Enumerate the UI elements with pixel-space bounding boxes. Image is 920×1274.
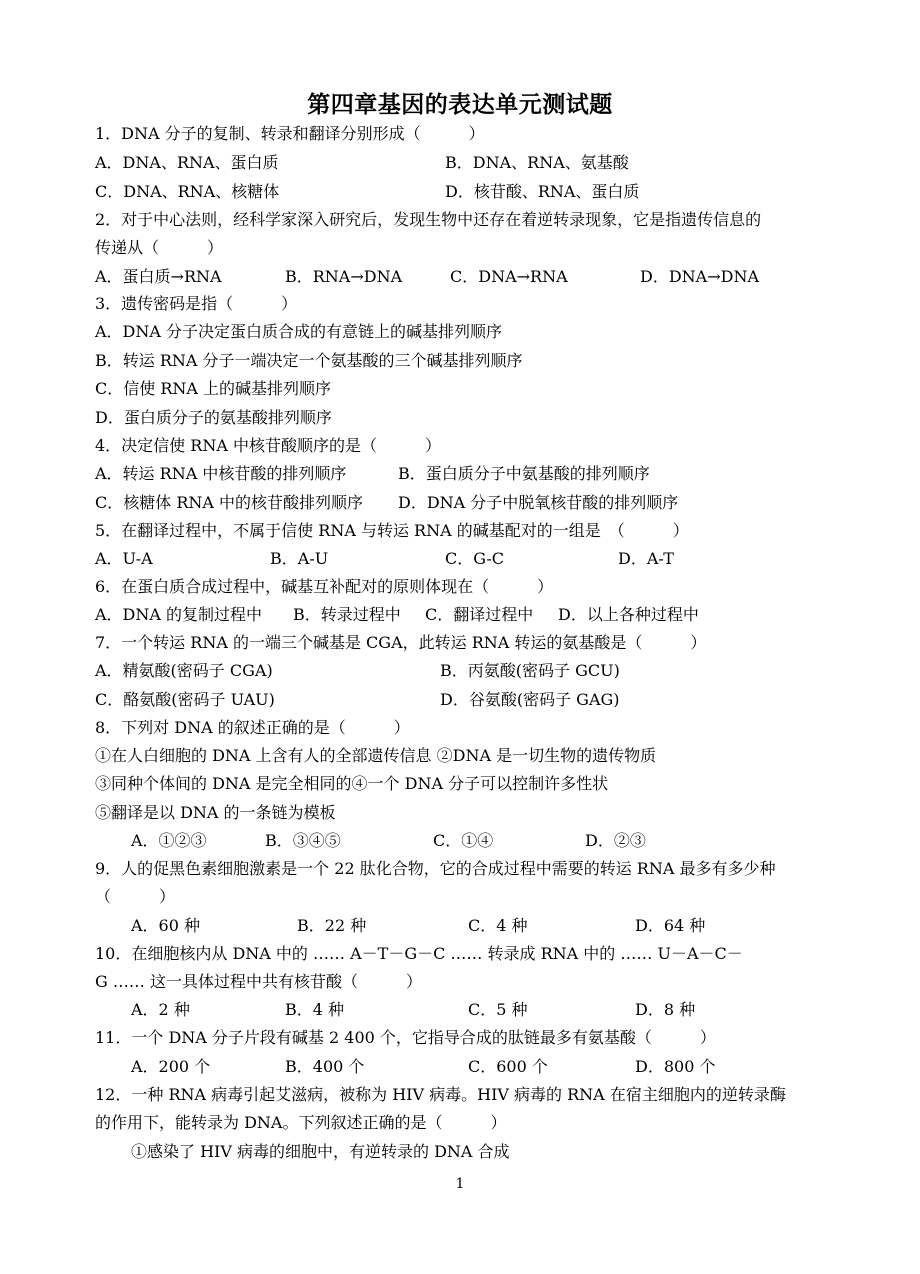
question-4-option-a: A．转运 RNA 中核苷酸的排列顺序: [95, 464, 347, 483]
question-4-option-b: B．蛋白质分子中氨基酸的排列顺序: [398, 464, 650, 483]
question-6-option-d: D．以上各种过程中: [558, 605, 699, 624]
question-12-stem-continued: 的作用下，能转录为 DNA。下列叙述正确的是（ ）: [95, 1113, 507, 1132]
question-4-option-d: D．DNA 分子中脱氧核苷酸的排列顺序: [398, 493, 679, 512]
question-5-option-c: C．G-C: [445, 549, 504, 568]
question-9-option-d: D．64 种: [635, 916, 706, 935]
question-8-option-b: B．③④⑤: [265, 831, 341, 850]
question-2-option-d: D．DNA→DNA: [640, 267, 760, 286]
question-8-statement-3-4: ③同种个体间的 DNA 是完全相同的④一个 DNA 分子可以控制许多性状: [95, 774, 609, 793]
question-5-stem: 5．在翻译过程中，不属于信使 RNA 与转运 RNA 的碱基配对的一组是 （ ）: [95, 521, 689, 540]
question-10-option-a: A．2 种: [131, 1000, 190, 1019]
question-1-option-b: B．DNA、RNA、氨基酸: [445, 153, 629, 172]
question-6-stem: 6．在蛋白质合成过程中，碱基互补配对的原则体现在（ ）: [95, 577, 554, 596]
question-2-stem: 2．对于中心法则，经科学家深入研究后，发现生物中还存在着逆转录现象，它是指遗传信息的: [95, 210, 762, 229]
question-3-option-b: B．转运 RNA 分子一端决定一个氨基酸的三个碱基排列顺序: [95, 351, 523, 370]
question-1-stem: 1．DNA 分子的复制、转录和翻译分别形成（ ）: [95, 124, 485, 143]
question-8-stem: 8．下列对 DNA 的叙述正确的是（ ）: [95, 718, 410, 737]
question-10-option-b: B．4 种: [285, 1000, 345, 1019]
question-8-statement-1-2: ①在人白细胞的 DNA 上含有人的全部遗传信息 ②DNA 是一切生物的遗传物质: [95, 746, 657, 765]
question-3-option-a: A．DNA 分子决定蛋白质合成的有意链上的碱基排列顺序: [95, 322, 503, 341]
question-12-stem: 12．一种 RNA 病毒引起艾滋病，被称为 HIV 病毒。HIV 病毒的 RNA 在宿主细胞内的逆转录酶: [95, 1085, 786, 1104]
question-3-stem: 3．遗传密码是指（ ）: [95, 294, 298, 313]
question-1-option-a: A．DNA、RNA、蛋白质: [95, 153, 279, 172]
page-number: 1: [455, 1176, 465, 1192]
question-8-statement-5: ⑤翻译是以 DNA 的一条链为模板: [95, 803, 336, 822]
question-11-stem: 11．一个 DNA 分子片段有碱基 2 400 个，它指导合成的肽链最多有氨基酸（ ）: [95, 1028, 716, 1047]
question-2-option-c: C．DNA→RNA: [450, 267, 568, 286]
question-2-option-b: B．RNA→DNA: [285, 267, 403, 286]
question-4-stem: 4．决定信使 RNA 中核苷酸顺序的是（ ）: [95, 436, 441, 455]
question-7-option-d: D．谷氨酸(密码子 GAG): [440, 690, 620, 709]
question-8-option-c: C．①④: [433, 831, 494, 850]
question-7-option-c: C．酪氨酸(密码子 UAU): [95, 690, 275, 709]
question-3-option-c: C．信使 RNA 上的碱基排列顺序: [95, 379, 332, 398]
question-8-option-a: A．①②③: [131, 831, 207, 850]
question-9-stem-continued: （ ）: [95, 887, 176, 906]
question-5-option-a: A．U-A: [95, 549, 153, 568]
question-7-stem: 7．一个转运 RNA 的一端三个碱基是 CGA，此转运 RNA 转运的氨基酸是（ ）: [95, 633, 707, 652]
question-9-option-c: C．4 种: [468, 916, 528, 935]
question-6-option-c: C．翻译过程中: [425, 605, 534, 624]
question-11-option-d: D．800 个: [635, 1057, 716, 1076]
question-1-option-c: C．DNA、RNA、核糖体: [95, 182, 280, 201]
question-11-option-a: A．200 个: [131, 1057, 211, 1076]
question-6-option-b: B．转录过程中: [293, 605, 401, 624]
question-10-stem: 10．在细胞核内从 DNA 中的 …… A－T－G－C …… 转录成 RNA 中的 …… U－A－C－: [95, 944, 743, 963]
document-title: 第四章基因的表达单元测试题: [307, 92, 613, 118]
question-5-option-b: B．A-U: [270, 549, 329, 568]
question-12-statement-1: ①感染了 HIV 病毒的细胞中，有逆转录的 DNA 合成: [131, 1142, 510, 1161]
question-11-option-b: B．400 个: [285, 1057, 365, 1076]
question-3-option-d: D．蛋白质分子的氨基酸排列顺序: [95, 408, 332, 427]
question-7-option-a: A．精氨酸(密码子 CGA): [95, 661, 273, 680]
question-9-stem: 9．人的促黑色素细胞激素是一个 22 肽化合物，它的合成过程中需要的转运 RNA 最多有多少种: [95, 859, 776, 878]
question-4-option-c: C．核糖体 RNA 中的核苷酸排列顺序: [95, 493, 364, 512]
question-10-option-d: D．8 种: [635, 1000, 696, 1019]
question-5-option-d: D．A-T: [618, 549, 674, 568]
question-2-option-a: A．蛋白质→RNA: [95, 267, 222, 286]
question-9-option-b: B．22 种: [297, 916, 367, 935]
question-9-option-a: A．60 种: [131, 916, 201, 935]
question-10-option-c: C．5 种: [468, 1000, 528, 1019]
question-7-option-b: B．丙氨酸(密码子 GCU): [440, 661, 620, 680]
question-6-option-a: A．DNA 的复制过程中: [95, 605, 263, 624]
question-11-option-c: C．600 个: [468, 1057, 548, 1076]
question-8-option-d: D．②③: [585, 831, 646, 850]
question-1-option-d: D．核苷酸、RNA、蛋白质: [445, 182, 640, 201]
question-10-stem-continued: G …… 这一具体过程中共有核苷酸（ ）: [95, 972, 422, 991]
question-2-stem-continued: 传递从（ ）: [95, 238, 224, 257]
